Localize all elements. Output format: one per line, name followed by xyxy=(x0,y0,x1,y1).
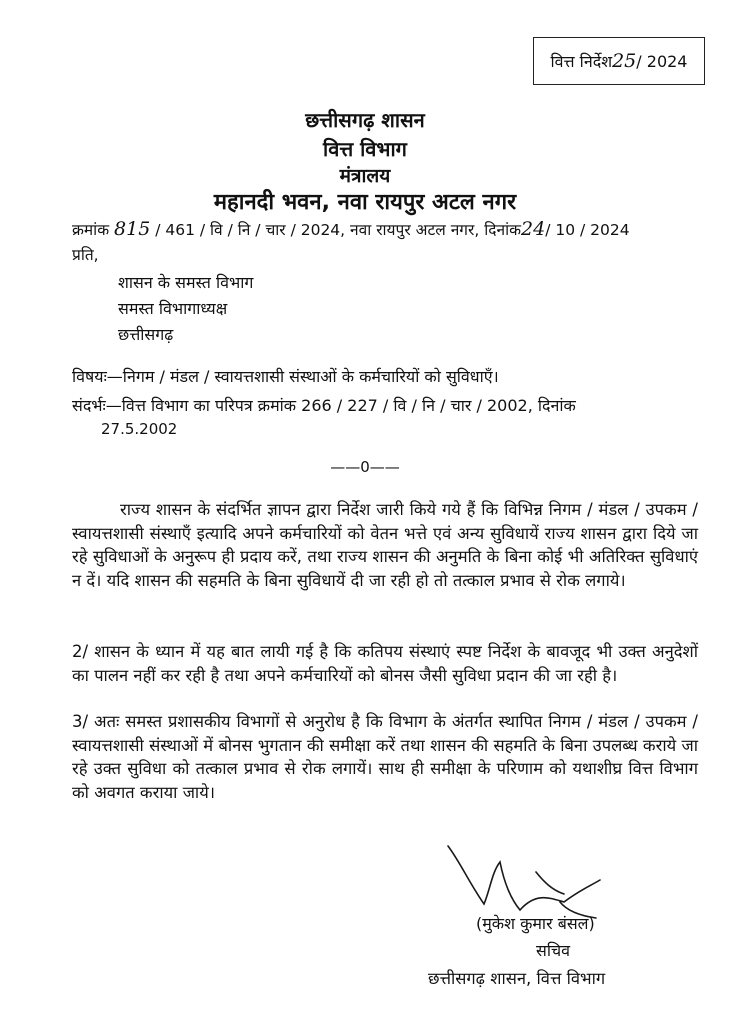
reference-month-year: / 10 / 2024 xyxy=(545,221,630,239)
to-label: प्रति, xyxy=(72,246,99,264)
reference-prefix: क्रमांक xyxy=(72,221,110,239)
recipient-3: छत्तीसगढ़ xyxy=(118,325,174,344)
subject-line: विषयः—निगम / मंडल / स्वायत्तशासी संस्थाओं के कर्मचारियों को सुविधाएँ। xyxy=(72,367,499,386)
paragraph-3: 3/ अतः समस्त प्रशासकीय विभागों से अनुरोध है कि विभाग के अंतर्गत स्थापित निगम / मंडल / उपकम / स्वायत्तशासी संस्थाओं में बोनस भुगतान की समीक्षा करें तथा शासन की सहमति के बिना उपलब्ध कराये जा रहे उक्त सुविधा को तत्काल प्रभाव से रोक लगायें। साथ ही समीक्षा के परिणाम को यथाशीघ्र वित्त विभाग को अवगत कराया जाये। xyxy=(72,712,698,802)
paragraph-2: 2/ शासन के ध्यान में यह बात लायी गई है कि कतिपय संस्थाएं स्पष्ट निर्देश के बावजूद भी उक्त अनुदेशों का पालन नहीं कर रही है तथा अपने कर्मचारियों को बोनस जैसी सुविधा प्रदान की जा रही है। xyxy=(72,642,698,685)
finance-directive-box xyxy=(533,37,705,85)
signatory-designation: सचिव xyxy=(536,941,571,960)
header-ministry: मंत्रालय xyxy=(339,165,391,187)
reference-handwritten-number: 815 xyxy=(114,218,151,240)
directive-label: वित्त निर्देश xyxy=(550,52,613,71)
reference-number-line xyxy=(72,218,630,240)
signatory-department: छत्तीसगढ़ शासन, वित्त विभाग xyxy=(428,969,606,988)
reference-circular-line1: संदर्भः—वित्त विभाग का परिपत्र क्रमांक 266 / 227 / वि / नि / चार / 2002, दिनांक xyxy=(72,396,576,415)
reference-place-date-label: नवा रायपुर अटल नगर, दिनांक xyxy=(350,221,521,239)
separator: ——0—— xyxy=(330,458,400,476)
signature-scribble xyxy=(440,832,640,920)
signatory-name: (मुकेश कुमार बंसल) xyxy=(476,914,595,933)
recipient-1: शासन के समस्त विभाग xyxy=(118,273,254,292)
reference-code: / 461 / वि / नि / चार / 2024, xyxy=(155,221,346,239)
recipient-2: समस्त विभागाध्यक्ष xyxy=(118,299,228,318)
directive-year: / 2024 xyxy=(636,51,688,71)
paragraph-1: राज्य शासन के संदर्भित ज्ञापन द्वारा निर्देश जारी किये गये हैं कि विभिन्न निगम / मंडल / उपकम / स्वायत्तशासी संस्थाएँ इत्यादि अपने कर्मचारियों को वेतन भत्ते एवं अन्य सुविधायें राज्य शासन द्वारा दिये जा रहे सुविधाओं के अनुरूप ही प्रदाय करें, तथा राज्य शासन की अनुमति के बिना कोई भी अतिरिक्त सुविधाएं न दें। यदि शासन की सहमति के बिना सुविधायें दी जा रही हो तो तत्काल प्रभाव से रोक लगाये। xyxy=(72,500,698,590)
directive-number: 25 xyxy=(612,50,637,72)
reference-circular-line2: 27.5.2002 xyxy=(101,420,178,438)
header-government: छत्तीसगढ़ शासन xyxy=(305,108,425,132)
reference-day: 24 xyxy=(521,218,546,240)
header-department: वित्त विभाग xyxy=(323,137,407,161)
header-address: महानदी भवन, नवा रायपुर अटल नगर xyxy=(213,190,517,215)
